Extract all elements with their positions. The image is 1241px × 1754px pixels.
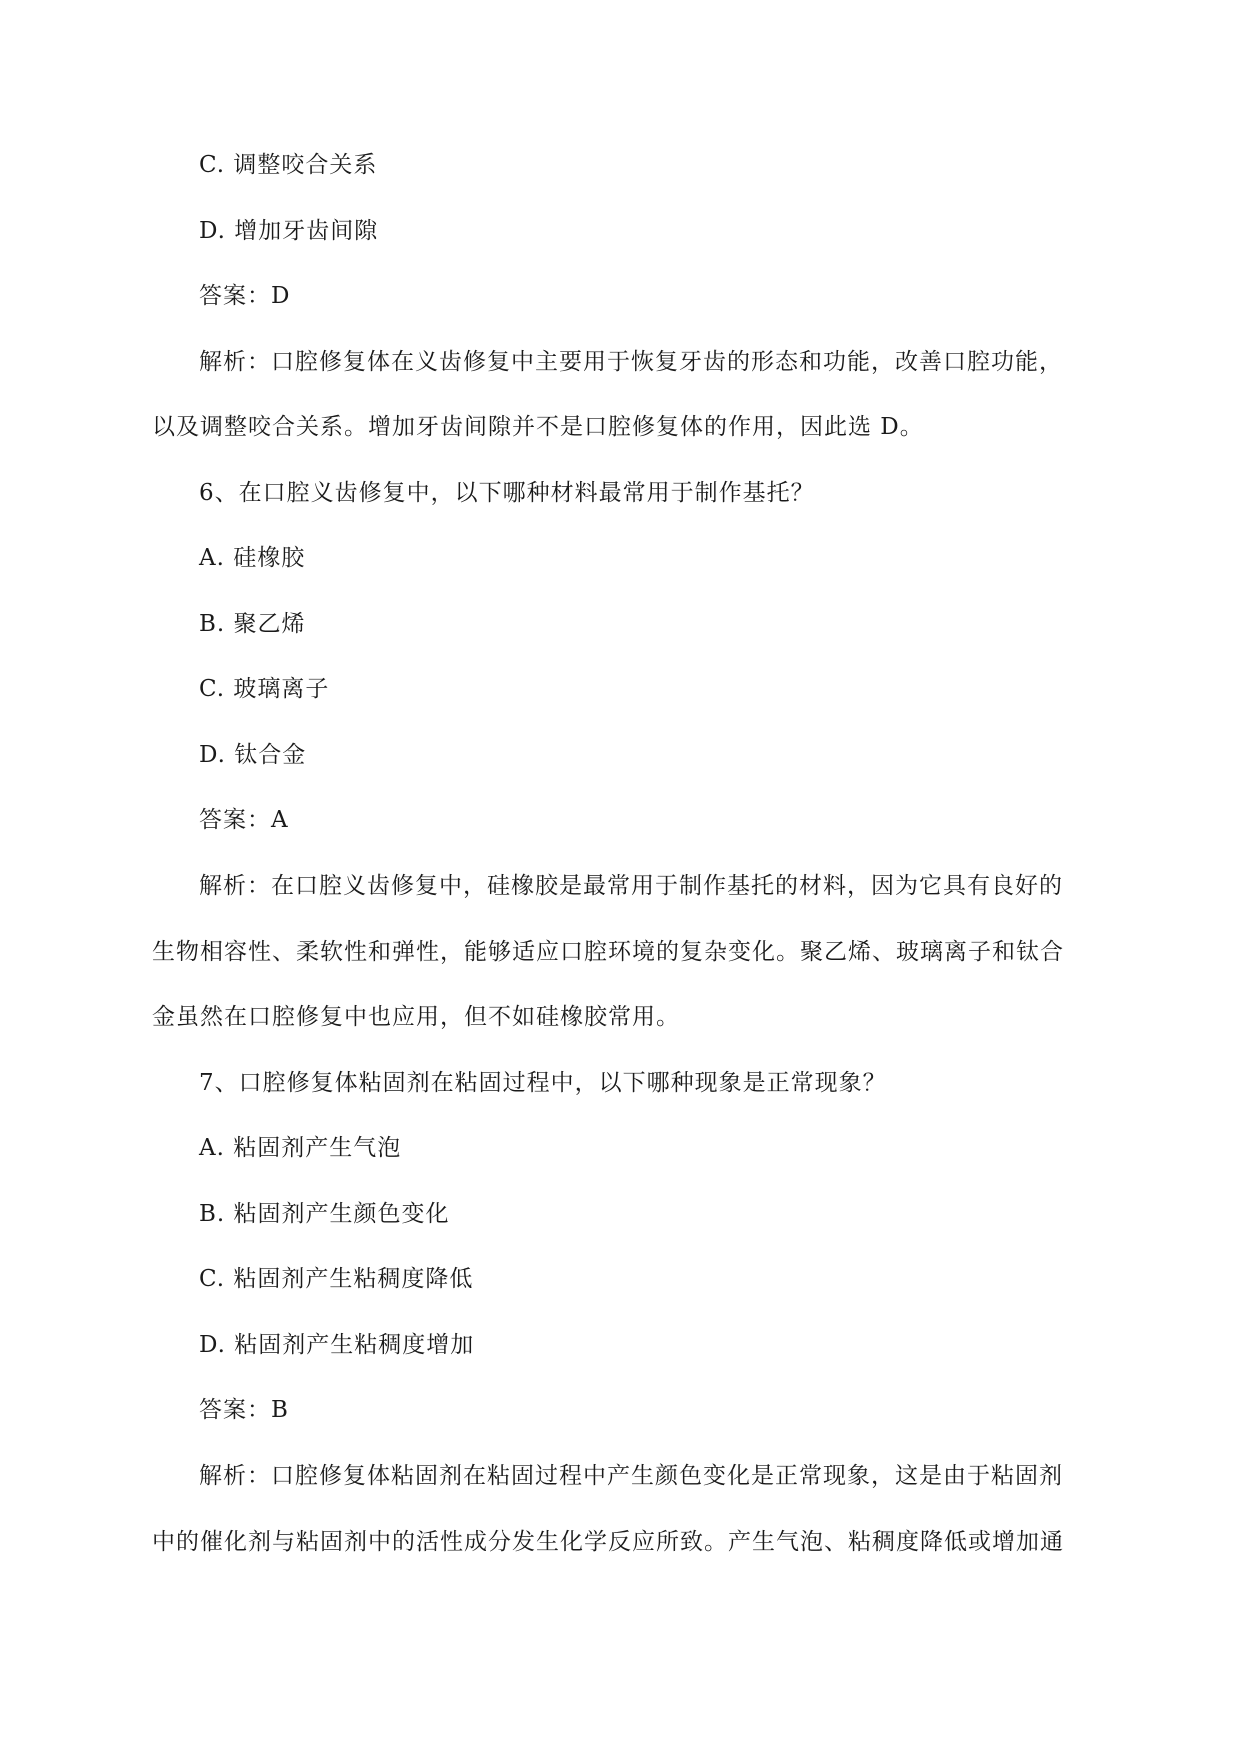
q7-answer: 答案：B: [199, 1397, 289, 1423]
q5-analysis-line-2: 以及调整咬合关系。增加牙齿间隙并不是口腔修复体的作用，因此选 D。: [152, 414, 924, 440]
q6-analysis-line-3: 金虽然在口腔修复中也应用，但不如硅橡胶常用。: [152, 1004, 680, 1030]
q7-option-d: D. 粘固剂产生粘稠度增加: [199, 1332, 475, 1358]
q7-option-b: B. 粘固剂产生颜色变化: [199, 1201, 450, 1227]
q5-analysis-line-1: 解析：口腔修复体在义齿修复中主要用于恢复牙齿的形态和功能，改善口腔功能，: [199, 349, 1063, 375]
q6-analysis-line-1: 解析：在口腔义齿修复中，硅橡胶是最常用于制作基托的材料，因为它具有良好的: [199, 873, 1063, 899]
q6-option-b: B. 聚乙烯: [199, 611, 306, 637]
q7-analysis-line-2: 中的催化剂与粘固剂中的活性成分发生化学反应所致。产生气泡、粘稠度降低或增加通: [152, 1529, 1064, 1555]
q6-answer: 答案：A: [199, 807, 289, 833]
q6-option-a: A. 硅橡胶: [199, 545, 306, 571]
q7-question: 7、口腔修复体粘固剂在粘固过程中，以下哪种现象是正常现象？: [199, 1070, 887, 1096]
q5-option-c: C. 调整咬合关系: [199, 152, 378, 178]
q6-analysis-line-2: 生物相容性、柔软性和弹性，能够适应口腔环境的复杂变化。聚乙烯、玻璃离子和钛合: [152, 939, 1064, 965]
q5-answer: 答案：D: [199, 283, 291, 309]
q7-option-c: C. 粘固剂产生粘稠度降低: [199, 1266, 474, 1292]
q5-option-d: D. 增加牙齿间隙: [199, 218, 379, 244]
q6-option-c: C. 玻璃离子: [199, 676, 330, 702]
q6-option-d: D. 钛合金: [199, 742, 307, 768]
q7-option-a: A. 粘固剂产生气泡: [199, 1135, 402, 1161]
q6-question: 6、在口腔义齿修复中，以下哪种材料最常用于制作基托？: [199, 480, 815, 506]
q7-analysis-line-1: 解析：口腔修复体粘固剂在粘固过程中产生颜色变化是正常现象，这是由于粘固剂: [199, 1463, 1063, 1489]
